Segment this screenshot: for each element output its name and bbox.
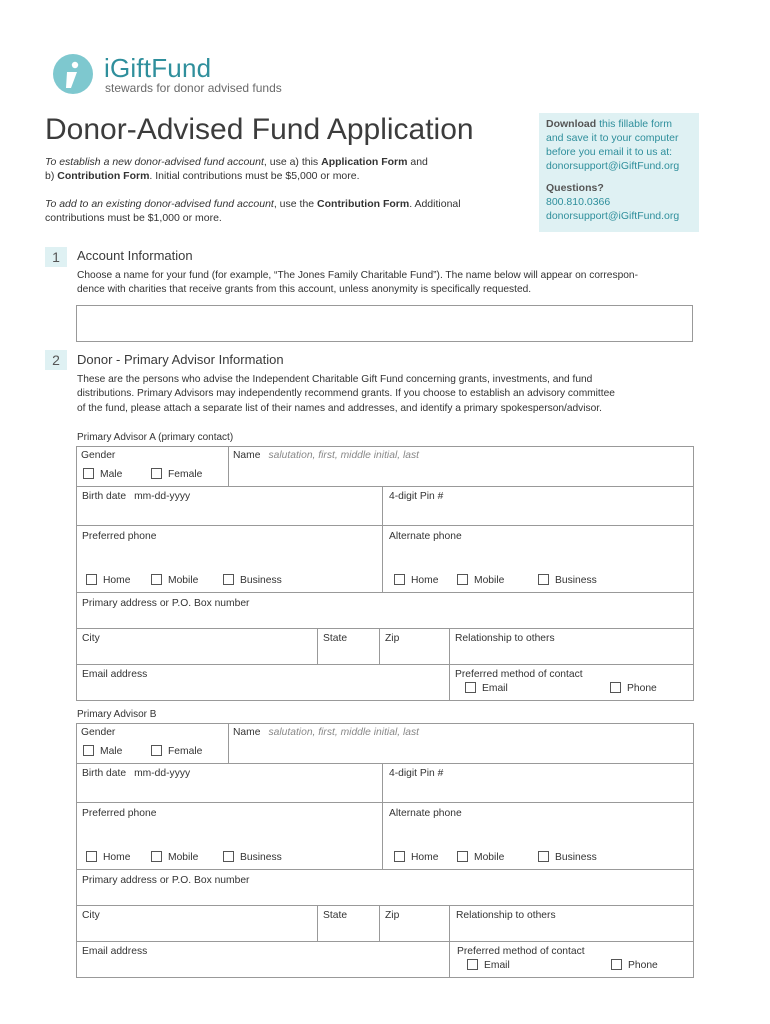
advisor-a-heading: Primary Advisor A (primary contact)	[77, 432, 234, 443]
method-email-option[interactable]: Email	[467, 959, 510, 971]
intro-existing-account: To add to an existing donor-advised fund account, use the Contribution Form. Additional contributions must be $1,000 or more.	[45, 198, 461, 224]
checkbox-icon[interactable]	[457, 574, 468, 585]
preferred-phone-field[interactable]: Preferred phone Home Mobile Business	[82, 808, 282, 863]
birth-pin-row	[77, 487, 693, 526]
section-2-number: 2	[45, 350, 67, 370]
checkbox-icon[interactable]	[151, 745, 162, 756]
pref-mobile-option[interactable]: Mobile	[151, 574, 198, 586]
advisor-b-form	[76, 723, 694, 978]
checkbox-icon[interactable]	[83, 468, 94, 479]
intro-new-account: To establish a new donor-advised fund account, use a) this Application Form and b) Contribution Form. Initial contributions must be $5,000 or more.	[45, 156, 428, 182]
state-field[interactable]: State	[317, 629, 379, 664]
brand-name: iGiftFund	[104, 53, 212, 83]
pref-mobile-option[interactable]: Mobile	[151, 851, 198, 863]
brand-logo-icon	[53, 54, 93, 94]
pin-field[interactable]: 4-digit Pin #	[382, 764, 693, 802]
gender-name-row	[77, 724, 693, 764]
gender-female-option[interactable]: Female	[151, 745, 202, 757]
alt-home-option[interactable]: Home	[394, 851, 438, 863]
checkbox-icon[interactable]	[223, 574, 234, 585]
checkbox-icon[interactable]	[151, 574, 162, 585]
city-field[interactable]: City	[82, 633, 100, 644]
checkbox-icon[interactable]	[151, 851, 162, 862]
checkbox-icon[interactable]	[457, 851, 468, 862]
alt-business-option[interactable]: Business	[538, 574, 597, 586]
gender-male-option[interactable]: Male	[83, 745, 122, 757]
name-field[interactable]: Name salutation, first, middle initial, last	[228, 447, 693, 486]
download-info-box: Download this fillable form and save it to your computer before you email it to us at: donorsupport@iGiftFund.org Questions? 800.810.0366 donorsupport@iGiftFund.org	[539, 113, 699, 232]
phone-row	[77, 526, 693, 593]
email-row	[77, 942, 693, 978]
address-field[interactable]: Primary address or P.O. Box number	[77, 593, 693, 629]
section-1-number: 1	[45, 247, 67, 267]
checkbox-icon[interactable]	[467, 959, 478, 970]
gender-female-option[interactable]: Female	[151, 468, 202, 480]
checkbox-icon[interactable]	[394, 851, 405, 862]
support-email-link[interactable]: donorsupport@iGiftFund.org	[546, 160, 680, 172]
checkbox-icon[interactable]	[538, 574, 549, 585]
email-address-field[interactable]: Email address	[82, 946, 148, 957]
checkbox-icon[interactable]	[611, 959, 622, 970]
method-phone-option[interactable]: Phone	[610, 682, 657, 694]
email-address-field[interactable]: Email address	[82, 669, 148, 680]
alt-business-option[interactable]: Business	[538, 851, 597, 863]
birth-pin-row	[77, 764, 693, 803]
pin-field[interactable]: 4-digit Pin #	[382, 487, 693, 525]
method-phone-option[interactable]: Phone	[611, 959, 658, 971]
city-field[interactable]: City	[82, 910, 100, 921]
fund-name-input[interactable]	[76, 305, 693, 342]
checkbox-icon[interactable]	[86, 851, 97, 862]
preferred-method-field: Preferred method of contact Email Phone	[449, 665, 693, 700]
name-field[interactable]: Name salutation, first, middle initial, last	[228, 724, 693, 763]
alternate-phone-field[interactable]: Alternate phone Home Mobile Business	[382, 803, 693, 869]
zip-field[interactable]: Zip	[379, 906, 449, 941]
checkbox-icon[interactable]	[465, 682, 476, 693]
advisor-a-form	[76, 446, 694, 701]
alt-home-option[interactable]: Home	[394, 574, 438, 586]
method-email-option[interactable]: Email	[465, 682, 508, 694]
alternate-phone-field[interactable]: Alternate phone Home Mobile Business	[382, 526, 693, 592]
alt-mobile-option[interactable]: Mobile	[457, 574, 504, 586]
relationship-field[interactable]: Relationship to others	[449, 629, 693, 664]
address-field[interactable]: Primary address or P.O. Box number	[77, 870, 693, 906]
advisor-b-heading: Primary Advisor B	[77, 709, 157, 720]
section-2-text: These are the persons who advise the Independent Charitable Gift Fund concerning grants, investments, and fund distributions. Primary Advisors may independently recommend grants. If you choose to establish an advisory committee of the fund, please attach a separate list of their names and addresses, and identify a primary spokesperson/advisor.	[77, 374, 615, 414]
gender-name-row	[77, 447, 693, 487]
relationship-field[interactable]: Relationship to others	[449, 906, 693, 941]
pref-business-option[interactable]: Business	[223, 851, 282, 863]
birth-date-field[interactable]: Birth date mm-dd-yyyy	[82, 768, 191, 779]
page-title: Donor-Advised Fund Application	[45, 113, 474, 146]
section-1-title: Account Information	[77, 248, 193, 263]
checkbox-icon[interactable]	[538, 851, 549, 862]
alt-mobile-option[interactable]: Mobile	[457, 851, 504, 863]
checkbox-icon[interactable]	[83, 745, 94, 756]
zip-field[interactable]: Zip	[379, 629, 449, 664]
checkbox-icon[interactable]	[610, 682, 621, 693]
checkbox-icon[interactable]	[86, 574, 97, 585]
pref-business-option[interactable]: Business	[223, 574, 282, 586]
gender-male-option[interactable]: Male	[83, 468, 122, 480]
state-field[interactable]: State	[317, 906, 379, 941]
phone-row	[77, 803, 693, 870]
email-row	[77, 665, 693, 701]
checkbox-icon[interactable]	[223, 851, 234, 862]
checkbox-icon[interactable]	[151, 468, 162, 479]
checkbox-icon[interactable]	[394, 574, 405, 585]
gender-label: Gender	[81, 450, 116, 461]
city-row	[77, 629, 693, 665]
pref-home-option[interactable]: Home	[86, 851, 130, 863]
preferred-method-field: Preferred method of contact Email Phone	[449, 942, 693, 977]
section-2-title: Donor - Primary Advisor Information	[77, 352, 284, 367]
support-email-link-2[interactable]: donorsupport@iGiftFund.org	[546, 210, 680, 222]
gender-label: Gender	[81, 727, 116, 738]
preferred-phone-field[interactable]: Preferred phone Home Mobile Business	[82, 531, 282, 586]
birth-date-field[interactable]: Birth date mm-dd-yyyy	[82, 491, 191, 502]
pref-home-option[interactable]: Home	[86, 574, 130, 586]
brand-tagline: stewards for donor advised funds	[105, 81, 282, 95]
city-row	[77, 906, 693, 942]
section-1-text: Choose a name for your fund (for example, “The Jones Family Charitable Fund”). The name below will appear on correspon- dence with charities that receive grants from this account, unless anonymity is specifically requested.	[77, 270, 638, 296]
support-phone[interactable]: 800.810.0366	[546, 196, 611, 208]
